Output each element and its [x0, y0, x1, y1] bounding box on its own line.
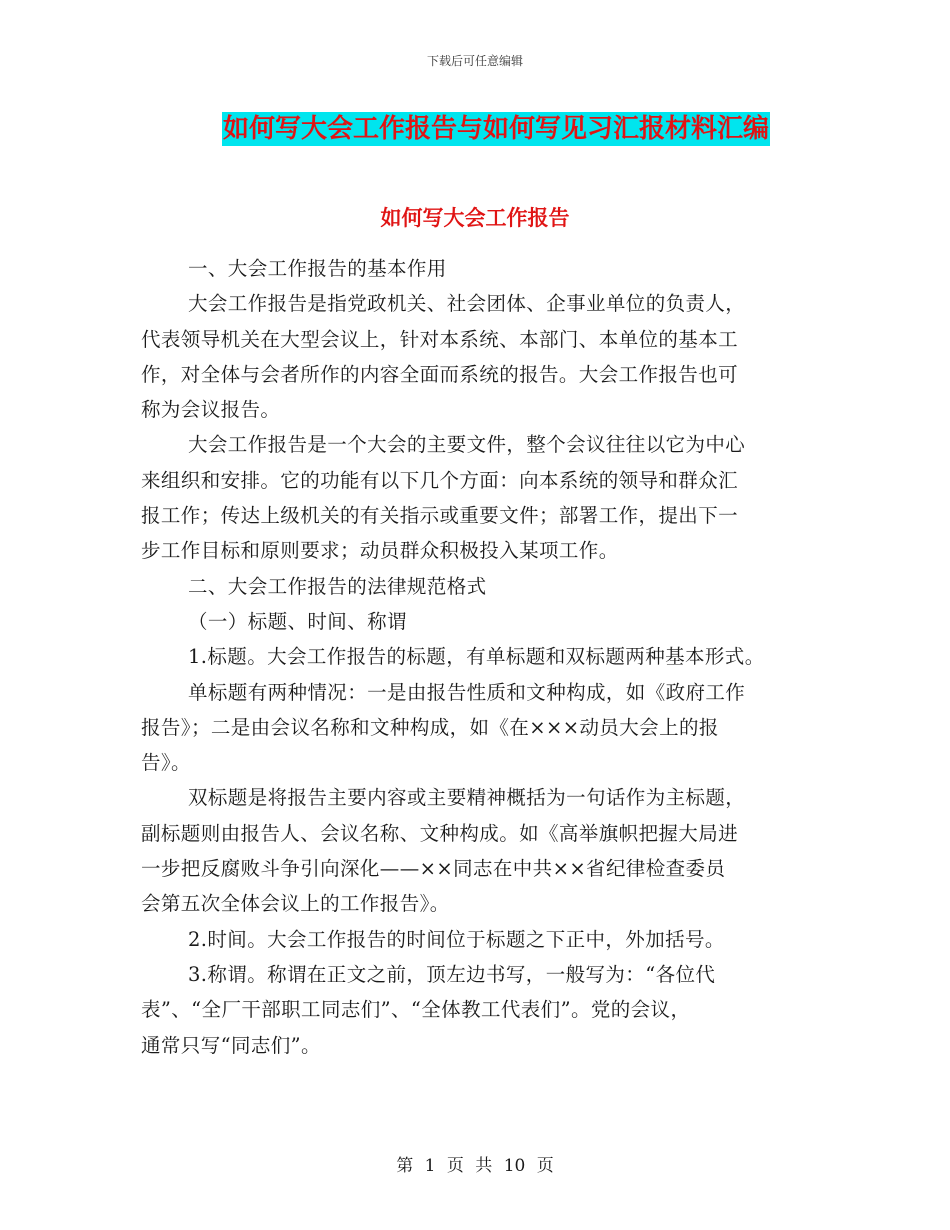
page-footer: 第 1 页 共 10 页 — [396, 1156, 554, 1176]
body-line: 大会工作报告是指党政机关、社会团体、企事业单位的负责人， — [188, 292, 746, 316]
document-body — [141, 251, 821, 1063]
body-line: 会第五次全体会议上的工作报告》。 — [141, 892, 450, 916]
body-line: 作，对全体与会者所作的内容全面而系统的报告。大会工作报告也可 — [141, 362, 739, 386]
body-line: 二、大会工作报告的法律规范格式 — [188, 574, 487, 598]
body-line: 表”、“全厂干部职工同志们”、“全体教工代表们”。党的会议， — [141, 998, 691, 1022]
body-line: 报告》；二是由会议名称和文种构成，如《在×××动员大会上的报 — [141, 715, 719, 739]
body-line: 称为会议报告。 — [141, 398, 281, 422]
body-line: 3.称谓。称谓在正文之前，顶左边书写，一般写为：“各位代 — [188, 962, 716, 986]
sub-title: 如何写大会工作报告 — [380, 206, 570, 230]
body-line: 一步把反腐败斗争引向深化——××同志在中共××省纪律检查委员 — [141, 857, 726, 881]
body-line: 步工作目标和原则要求；动员群众积极投入某项工作。 — [141, 539, 619, 563]
main-title: 如何写大会工作报告与如何写见习汇报材料汇编 — [223, 114, 770, 144]
body-line: （一）标题、时间、称谓 — [188, 609, 407, 633]
body-line: 1.标题。大会工作报告的标题，有单标题和双标题两种基本形式。 — [188, 645, 765, 669]
body-line: 双标题是将报告主要内容或主要精神概括为一句话作为主标题， — [188, 786, 746, 810]
header-note: 下载后可任意编辑 — [426, 54, 523, 68]
body-line: 报工作；传达上级机关的有关指示或重要文件；部署工作，提出下一 — [141, 504, 739, 528]
body-line: 大会工作报告是一个大会的主要文件，整个会议往往以它为中心 — [188, 433, 746, 457]
body-line: 来组织和安排。它的功能有以下几个方面：向本系统的领导和群众汇 — [141, 468, 739, 492]
body-line: 告》。 — [141, 751, 191, 775]
body-line: 通常只写“同志们”。 — [141, 1033, 321, 1057]
body-line: 一、大会工作报告的基本作用 — [188, 257, 447, 280]
body-line: 副标题则由报告人、会议名称、文种构成。如《高举旗帜把握大局进 — [141, 821, 739, 845]
body-line: 2.时间。大会工作报告的时间位于标题之下正中，外加括号。 — [188, 927, 725, 951]
body-line: 单标题有两种情况：一是由报告性质和文种构成，如《政府工作 — [188, 680, 746, 704]
body-line: 代表领导机关在大型会议上，针对本系统、本部门、本单位的基本工 — [141, 327, 739, 351]
